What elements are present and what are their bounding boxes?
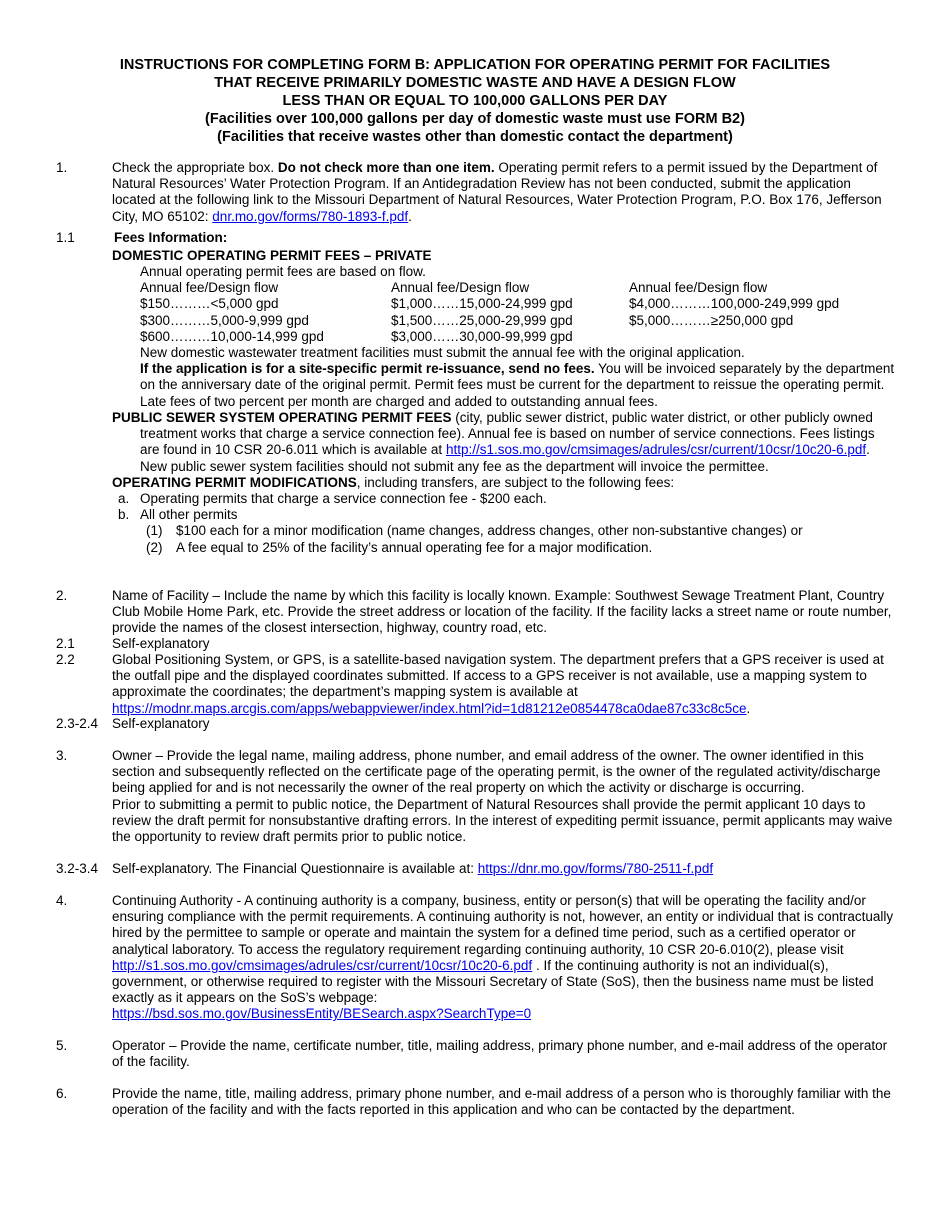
fee-cell: $3,000……30,000-99,999 gpd (391, 328, 573, 344)
section-2 (56, 588, 896, 637)
fee-cell: $4,000………100,000-249,999 gpd (629, 296, 840, 312)
section-3 (56, 748, 896, 845)
title-line-1: INSTRUCTIONS FOR COMPLETING FORM B: APPLICATION FOR OPERATING PERMIT FOR FACILITIES (119, 57, 831, 73)
antidegradation-form-link[interactable]: dnr.mo.gov/forms/780-1893-f.pdf (212, 208, 409, 224)
financial-questionnaire-link[interactable]: https://dnr.mo.gov/forms/780-2511-f.pdf (477, 861, 714, 876)
fees-heading: Fees Information: (114, 230, 228, 245)
section-number: 4. (56, 893, 68, 908)
title-line-5: (Facilities that receive wastes other than domestic contact the department) (217, 129, 733, 145)
section-6 (56, 1086, 896, 1118)
fee-cell: $1,500……25,000-29,999 gpd (391, 312, 573, 328)
section-1-1 (56, 230, 896, 246)
section-3-2-text: Self-explanatory. The Financial Questionnaire is available at: https://dnr.mo.gov/forms/780-2511-f.pdf (112, 861, 714, 876)
title-line-4: (Facilities over 100,000 gallons per day of domestic waste must use FORM B2) (205, 111, 745, 127)
flow-note: Annual operating permit fees are based on flow. (140, 264, 426, 279)
section-number: 1. (56, 160, 68, 175)
section-4-text: Continuing Authority - A continuing authority is a company, business, entity or person(s) that will be operating the facility and/or ensuring compliance with the permit requirements. A continuing authority is not, however, an entity or individual that is contractually hired by the permittee to sample or operate and maintain the system for a defined time period, such as a certified operator or analytical laboratory. To access the regulatory requirement regarding continuing authority, 10 CSR 20-6.010(2), please visit http://s1.sos.mo.gov/cmsimages/adrules/csr/current/10csr/10c20-6.pdf . If the continuing authority is not an individual(s), government, or otherwise required to register with the Missouri Secretary of State (SoS), then the business name must be listed exactly as it appears on the SoS’s webpage: https://bsd.sos.mo.gov/BusinessEntity/BESearch.aspx?SearchType=0 (112, 893, 894, 1022)
section-3-owner-text: Owner – Provide the legal name, mailing address, phone number, and email address of the owner. The owner identified in this section and subsequently reflected on the certificate page of the operating permit, is the owner of the regulated activity/discharge being applied for and is not necessarily the owner of the real property on which the activity or discharge is occurring. (112, 748, 881, 796)
section-6-text: Provide the name, title, mailing address, primary phone number, and e-mail address of a person who is thoroughly familiar with the operation of the facility and with the facts reported in this application and who can be contacted by the department. (112, 1086, 891, 1118)
private-fees-heading: DOMESTIC OPERATING PERMIT FEES – PRIVATE (112, 248, 432, 263)
mapping-system-link[interactable]: https://modnr.maps.arcgis.com/apps/webappviewer/index.html?id=1d81212e0854478ca0dae87c33c8c5ce (112, 700, 747, 716)
private-fees-block (140, 264, 900, 410)
section-2-2-text: Global Positioning System, or GPS, is a satellite-based navigation system. The department prefers that a GPS receiver is used at the outfall pipe and the displayed coordinates submitted. If access to a GPS receiver is not available, use a mapping system to approximate the coordinates; the department’s mapping system is available at https://modnr.maps.arcgis.com/apps/webappviewer/index.html?id=1d81212e0854478ca0dae87c33c8c5ce. (112, 652, 884, 716)
section-2-text: Name of Facility – Include the name by which this facility is locally known. Example: Southwest Sewage Treatment Plant, Country Club Mobile Home Park, etc. Provide the street address or location of the facility. If the facility lacks a street name or route number, provide the names of the closest intersection, highway, country road, etc. (112, 588, 892, 636)
modifications-list (118, 491, 897, 556)
fee-cell: $5,000………≥250,000 gpd (629, 312, 794, 328)
list-item: b. All other permits (118, 507, 238, 523)
fee-cell: $600………10,000-14,999 gpd (140, 328, 324, 344)
section-number: 1.1 (56, 230, 75, 245)
list-item: a. Operating permits that charge a service connection fee - $200 each. (118, 491, 547, 507)
section-number: 3. (56, 748, 68, 763)
section-4 (56, 893, 896, 1023)
public-sewer-fees (112, 410, 897, 556)
section-5-text: Operator – Provide the name, certificate number, title, mailing address, primary phone number, and e-mail address of the operator of the facility. (112, 1038, 888, 1070)
section-3-notice-text: Prior to submitting a permit to public notice, the Department of Natural Resources shall provide the permit applicant 10 days to review the draft permit for nonsubstantive drafting errors. In the interest of expediting permit issuance, permit applicants may waive the opportunity to review draft permits prior to public notice. (112, 796, 893, 845)
modifications-text: OPERATING PERMIT MODIFICATIONS, including transfers, are subject to the following fees: (112, 474, 675, 490)
fee-column-headers (140, 280, 900, 296)
col1-header: Annual fee/Design flow (140, 280, 279, 296)
section-1-text: Check the appropriate box. Do not check more than one item. Operating permit refers to a permit issued by the Department of Natural Resources’ Water Protection Program. If an Antidegradation Review has not been conducted, submit the application located at the following link to the Missouri Department of Natural Resources, Water Protection Program, P.O. Box 176, Jefferson City, MO 65102: dnr.mo.gov/forms/780-1893-f.pdf. (112, 160, 882, 224)
section-1 (56, 160, 896, 225)
document-title (60, 56, 890, 146)
fee-row (140, 329, 900, 345)
continuing-authority-link[interactable]: http://s1.sos.mo.gov/cmsimages/adrules/csr/current/10csr/10c20-6.pdf (112, 957, 533, 973)
sos-business-search-link[interactable]: https://bsd.sos.mo.gov/BusinessEntity/BESearch.aspx?SearchType=0 (112, 1006, 532, 1022)
section-number: 3.2-3.4 (56, 861, 99, 876)
fee-row (140, 296, 900, 312)
col3-header: Annual fee/Design flow (629, 280, 768, 296)
list-item: (2) A fee equal to 25% of the facility’s annual operating fee for a major modification. (146, 539, 653, 555)
section-number: 2.2 (56, 652, 75, 667)
section-number: 6. (56, 1086, 68, 1101)
section-2-3-text: Self-explanatory (112, 716, 210, 731)
section-3-2-3-4 (56, 861, 896, 877)
col2-header: Annual fee/Design flow (391, 280, 530, 296)
list-item: (1) $100 each for a minor modification (name changes, address changes, other non-substantive changes) or (146, 523, 803, 539)
section-2-1 (56, 636, 896, 652)
reissue-note: If the application is for a site-specific permit re-issuance, send no fees. You will be invoiced separately by the department on the anniversary date of the original permit. Permit fees must be current for the department to reissue the operating permit. Late fees of two percent per month are charged and added to outstanding annual fees. (140, 361, 895, 409)
section-number: 2.1 (56, 636, 75, 651)
new-facility-note: New domestic wastewater treatment facilities must submit the annual fee with the original application. (140, 344, 745, 360)
section-2-3-2-4 (56, 716, 896, 732)
fee-row (140, 313, 900, 329)
section-number: 2. (56, 588, 68, 603)
fee-cell: $300………5,000-9,999 gpd (140, 312, 309, 328)
title-line-2: THAT RECEIVE PRIMARILY DOMESTIC WASTE AND HAVE A DESIGN FLOW (214, 75, 736, 91)
fee-cell: $1,000……15,000-24,999 gpd (391, 296, 573, 312)
fee-cell: $150………<5,000 gpd (140, 296, 279, 312)
section-2-1-text: Self-explanatory (112, 636, 210, 651)
section-5 (56, 1038, 896, 1070)
section-2-2 (56, 652, 896, 717)
public-sewer-text: PUBLIC SEWER SYSTEM OPERATING PERMIT FEES (city, public sewer district, public water district, or other publicly owned treatment works that charge a service connection fee). Annual fee is based on number of service connections. Fees listings are found in 10 CSR 20-6.011 which is available at http://s1.sos.mo.gov/cmsimages/adrules/csr/current/10csr/10c20-6.pdf. New public sewer system facilities should not submit any fee as the department will invoice the permittee. (112, 410, 875, 474)
section-number: 2.3-2.4 (56, 716, 99, 731)
section-number: 5. (56, 1038, 68, 1053)
csr-10c20-6-link[interactable]: http://s1.sos.mo.gov/cmsimages/adrules/csr/current/10csr/10c20-6.pdf (445, 442, 867, 458)
title-line-3: LESS THAN OR EQUAL TO 100,000 GALLONS PER DAY (282, 93, 668, 109)
